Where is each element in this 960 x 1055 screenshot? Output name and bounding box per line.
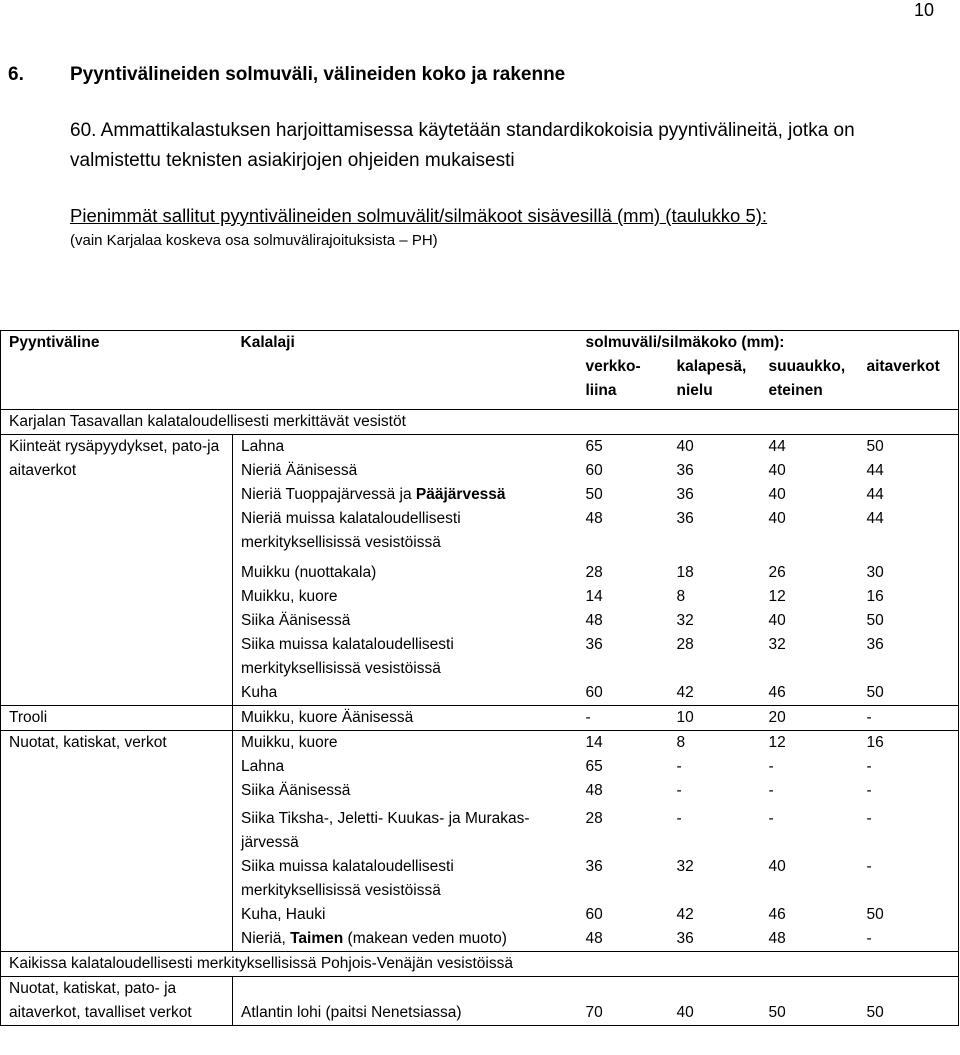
species-cell: Muikku, kuore Äänisessä (233, 706, 578, 731)
species-cell: Siika Äänisessä (241, 612, 351, 629)
gear-cell: Nuotat, katiskat, verkot (1, 731, 233, 952)
value-cell: 8 (669, 731, 761, 756)
header-mesh: solmuväli/silmäkoko (mm): (578, 331, 959, 356)
value-cell: 42 (676, 684, 694, 701)
header-col1: verkko- liina (585, 358, 641, 399)
header-col4: aitaverkot (859, 355, 959, 403)
value-cell: 16 (859, 731, 959, 756)
species-cell: Siika Tiksha-, Jeletti- Kuukas- ja Murakas-järvessä (241, 810, 530, 851)
value-cell: 20 (761, 706, 859, 731)
value-cell: - (859, 803, 959, 855)
value-cell: 60 (585, 684, 603, 701)
value-cell: 50 (761, 977, 859, 1026)
value-cell: 70 (578, 977, 669, 1026)
value-cell: 44 (859, 459, 959, 483)
header-col3: suuaukko, eteinen (768, 358, 846, 399)
value-cell: - (768, 782, 774, 799)
section-heading (8, 64, 565, 86)
value-cell: 40 (669, 977, 761, 1026)
value-cell: - (768, 810, 774, 827)
value-cell: - (676, 758, 682, 775)
value-cell: 48 (585, 612, 603, 629)
value-cell: 50 (859, 435, 959, 460)
value-cell: 46 (768, 906, 786, 923)
value-cell: 36 (676, 510, 694, 527)
species-cell: Siika muissa kalataloudellisesti merkityksellisissä vesistöissä (241, 636, 454, 677)
value-cell: 48 (585, 930, 603, 947)
header-col2: kalapesä, nielu (676, 358, 747, 399)
table-caption: Pienimmät sallitut pyyntivälineiden solmuvälit/silmäkoot sisävesillä (mm) (taulukko 5): (70, 205, 768, 226)
species-cell: Atlantin lohi (paitsi Nenetsiassa) (233, 977, 578, 1026)
header-row (1, 331, 959, 356)
species-cell: Nieriä Äänisessä (241, 462, 358, 479)
value-cell: 65 (585, 758, 603, 775)
value-cell: 36 (676, 930, 694, 947)
intro-paragraph: 60. Ammattikalastuksen harjoittamisessa käytetään standardikokoisia pyyntivälineitä, jotka on valmistettu teknisten asiakirjojen ohjeiden mukaisesti (70, 120, 855, 171)
species-cell: Lahna (241, 758, 285, 775)
species-cell: Nieriä muissa kalataloudellisesti merkityksellisissä vesistöissä (241, 510, 461, 551)
value-cell: 42 (676, 906, 694, 923)
header-gear: Pyyntiväline (1, 331, 233, 404)
section-number: 6. (8, 64, 24, 85)
header-species: Kalalaji (233, 331, 578, 404)
gear-cell: Trooli (1, 706, 233, 731)
species-cell: Lahna (233, 435, 578, 460)
section-title-north-russia: Kaikissa kalataloudellisesti merkityksellisissä Pohjois-Venäjän vesistöissä (1, 952, 959, 977)
gear-cell: Kiinteät rysäpyydykset, pato-ja aitaverkot (1, 435, 233, 706)
value-cell: 50 (859, 977, 959, 1026)
species-cell: Kuha (241, 684, 278, 701)
table-row (1, 977, 959, 1026)
value-cell: 44 (859, 507, 959, 561)
value-cell: - (859, 706, 959, 731)
species-bold: Pääjärvessä (415, 486, 506, 503)
species-bold: Taimen (290, 930, 344, 947)
value-cell: 16 (859, 585, 959, 609)
section-row (1, 952, 959, 977)
value-cell: 28 (676, 636, 694, 653)
value-cell: 48 (768, 930, 786, 947)
value-cell: - (676, 782, 682, 799)
value-cell: 40 (768, 462, 786, 479)
value-cell: - (859, 779, 959, 803)
value-cell: 36 (676, 486, 694, 503)
value-cell: 28 (585, 564, 603, 581)
value-cell: 44 (761, 435, 859, 460)
species-cell: Nieriä Tuoppajärvessä ja Pääjärvessä (241, 486, 506, 503)
value-cell: 32 (676, 612, 694, 629)
value-cell: 60 (585, 906, 603, 923)
value-cell: - (676, 810, 682, 827)
species-cell: Muikku (nuottakala) (241, 564, 377, 581)
species-cell: Kuha, Hauki (241, 906, 326, 923)
value-cell: 40 (768, 510, 786, 527)
value-cell: 32 (676, 858, 694, 875)
value-cell: 40 (669, 435, 761, 460)
value-cell: 44 (859, 483, 959, 507)
value-cell: 18 (676, 564, 694, 581)
gear-cell: Nuotat, katiskat, pato- ja aitaverkot, tavalliset verkot (1, 977, 233, 1026)
species-cell: Siika muissa kalataloudellisesti merkityksellisissä vesistöissä (241, 858, 454, 899)
value-cell: 65 (578, 435, 669, 460)
mesh-size-table (0, 330, 959, 1026)
section-title: Pyyntivälineiden solmuväli, välineiden koko ja rakenne (70, 64, 566, 85)
species-cell: Muikku, kuore (241, 588, 338, 605)
value-cell: 40 (768, 486, 786, 503)
value-cell: 26 (768, 564, 786, 581)
table-row (1, 731, 959, 756)
value-cell: 10 (669, 706, 761, 731)
value-cell: 48 (585, 782, 603, 799)
section-title-karelia: Karjalan Tasavallan kalataloudellisesti merkittävät vesistöt (1, 410, 959, 435)
value-cell: 36 (859, 633, 959, 681)
value-cell: - (768, 758, 774, 775)
value-cell: - (859, 927, 959, 952)
value-cell: 40 (768, 858, 786, 875)
value-cell: 14 (578, 731, 669, 756)
value-cell: 36 (585, 858, 603, 875)
value-cell: 36 (676, 462, 694, 479)
value-cell: 36 (585, 636, 603, 653)
table-row (1, 706, 959, 731)
species-cell: Siika Äänisessä (241, 782, 351, 799)
value-cell: 48 (585, 510, 603, 527)
value-cell: 50 (585, 486, 603, 503)
value-cell: 30 (859, 561, 959, 585)
value-cell: - (859, 755, 959, 779)
value-cell: 28 (585, 810, 603, 827)
value-cell: 46 (768, 684, 786, 701)
value-cell: - (859, 855, 959, 903)
table-note: (vain Karjalaa koskeva osa solmuvälirajoituksista – PH) (70, 232, 438, 249)
value-cell: 60 (585, 462, 603, 479)
value-cell: 50 (859, 609, 959, 633)
value-cell: 12 (761, 731, 859, 756)
value-cell: 8 (676, 588, 686, 605)
value-cell: 32 (768, 636, 786, 653)
value-cell: 14 (585, 588, 603, 605)
value-cell: 12 (768, 588, 786, 605)
section-row (1, 410, 959, 435)
species-cell: Muikku, kuore (233, 731, 578, 756)
value-cell: 50 (859, 903, 959, 927)
table-row (1, 435, 959, 460)
page-number: 10 (913, 0, 934, 20)
species-cell: Nieriä, Taimen (makean veden muoto) (241, 930, 507, 947)
value-cell: 40 (768, 612, 786, 629)
value-cell: 50 (859, 681, 959, 706)
value-cell: - (578, 706, 669, 731)
